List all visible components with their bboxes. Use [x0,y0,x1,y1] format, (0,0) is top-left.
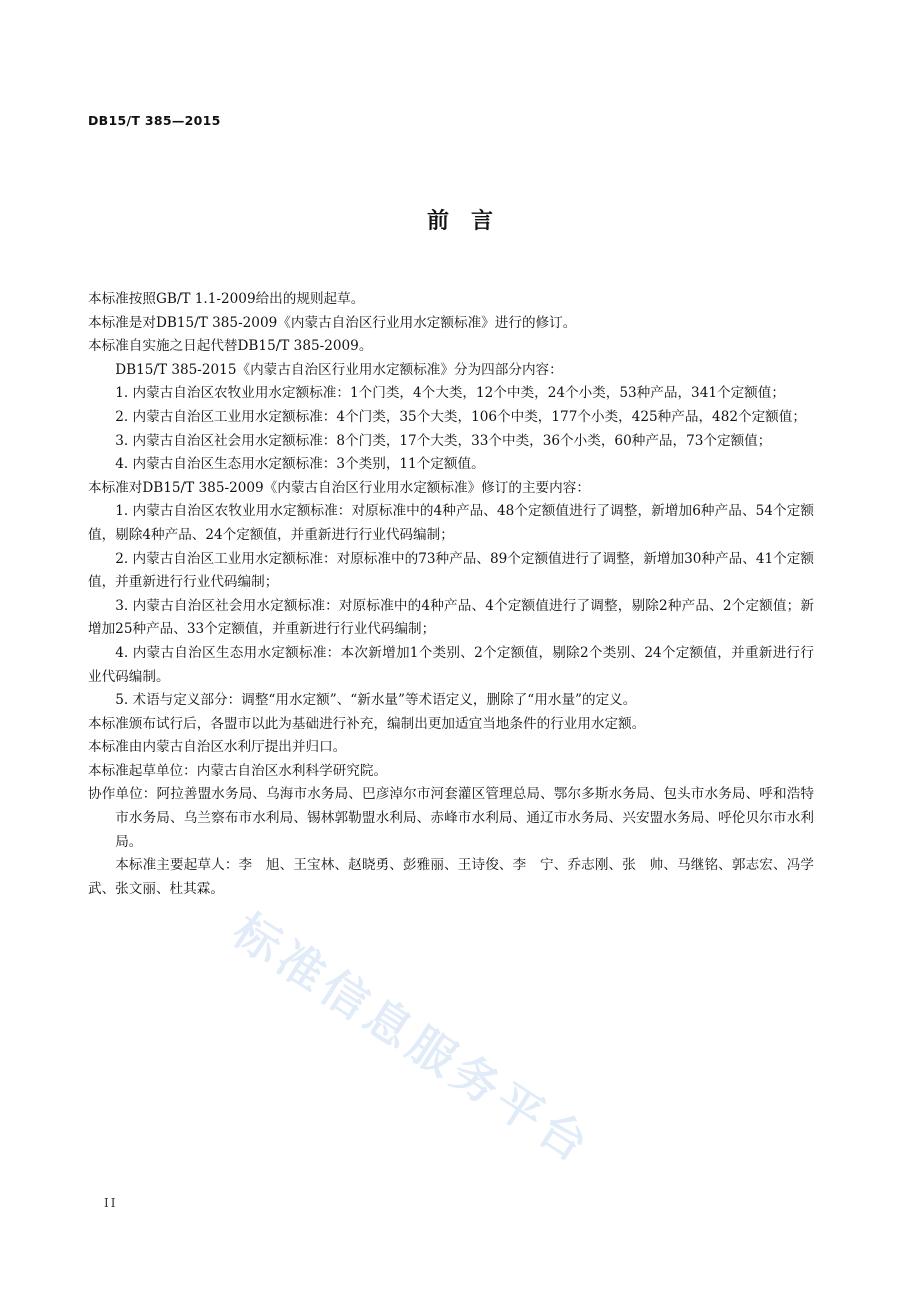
list-item: 4. 内蒙古自治区生态用水定额标准：本次新增加1个类别、2个定额值，剔除2个类别、24个定额值，并重新进行行业代码编制。 [88,644,814,685]
paragraph-drafters: 本标准主要起草人：李 旭、王宝林、赵晓勇、彭雅丽、王诗俊、李 宁、乔志刚、张 帅、马继铭、郭志宏、冯学武、张文丽、杜其霖。 [88,857,814,897]
list-item: 1. 内蒙古自治区农牧业用水定额标准：对原标准中的4种产品、48个定额值进行了调整，新增加6种产品、54个定额值，剔除4种产品、24个定额值，并重新进行行业代码编制； [88,503,814,543]
paragraph-structure-intro: DB15/T 385-2015《内蒙古自治区行业用水定额标准》分为四部分内容： [115,361,563,378]
page-number: II [104,1196,118,1210]
page-title: 前 言 [426,209,493,234]
list-item: 5. 术语与定义部分：调整“用水定额”、“新水量”等术语定义，删除了“用水量”的定义。 [115,692,637,709]
paragraph-proposer: 本标准由内蒙古自治区水利厅提出并归口。 [88,739,347,756]
list-item: 2. 内蒙古自治区工业用水定额标准：4个门类，35个大类，106个中类，177个小类，425种产品，482个定额值； [115,408,806,425]
list-item: 2. 内蒙古自治区工业用水定额标准：对原标准中的73种产品、89个定额值进行了调整，新增加30种产品、41个定额值，并重新进行行业代码编制； [88,550,814,591]
paragraph-revision: 本标准是对DB15/T 385-2009《内蒙古自治区行业用水定额标准》进行的修订。 [88,314,577,331]
list-item: 4. 内蒙古自治区生态用水定额标准：3个类别，11个定额值。 [115,456,485,473]
paragraph-changes-intro: 本标准对DB15/T 385-2009《内蒙古自治区行业用水定额标准》修订的主要内容： [88,479,590,496]
list-item: 3. 内蒙古自治区社会用水定额标准：对原标准中的4种产品、4个定额值进行了调整，剔除2种产品、2个定额值；新增加25种产品、33个定额值，并重新进行行业代码编制； [88,597,814,638]
document-body [88,288,814,901]
list-item: 1. 内蒙古自治区农牧业用水定额标准：1个门类，4个大类，12个中类，24个小类，53种产品，341个定额值； [115,385,785,402]
paragraph-drafting-rule: 本标准按照GB/T 1.1-2009给出的规则起草。 [88,291,365,307]
paragraph-replacement: 本标准自实施之日起代替DB15/T 385-2009。 [88,338,373,355]
standard-code: DB15/T 385—2015 [88,113,221,128]
paragraph-cooperating-units: 协作单位：阿拉善盟水务局、乌海市水务局、巴彦淖尔市河套灌区管理总局、鄂尔多斯水务局、包头市水务局、呼和浩特市水务局、乌兰察布市水利局、锡林郭勒盟水利局、赤峰市水利局、通辽市水务局、兴安盟水务局、呼伦贝尔市水利局。 [88,786,814,850]
paragraph-drafting-unit: 本标准起草单位：内蒙古自治区水利科学研究院。 [88,762,388,779]
watermark: 标准信息服务平台 [223,902,602,1175]
list-item: 3. 内蒙古自治区社会用水定额标准：8个门类，17个大类，33个中类，36个小类，60种产品，73个定额值； [115,432,772,449]
paragraph-supplement: 本标准颁布试行后，各盟市以此为基础进行补充，编制出更加适宜当地条件的行业用水定额。 [88,715,646,732]
